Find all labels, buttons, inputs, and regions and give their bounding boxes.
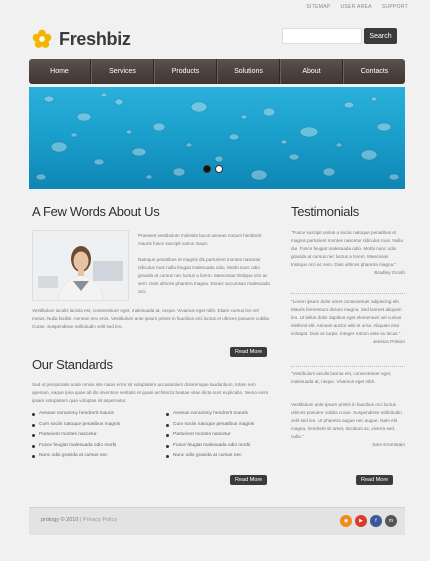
team-photo bbox=[32, 230, 129, 301]
about-read-more-button[interactable]: Read More bbox=[230, 347, 267, 357]
search-button[interactable]: Search bbox=[364, 28, 397, 44]
logo-text: Freshbiz bbox=[59, 28, 131, 49]
rss-icon[interactable]: ◉ bbox=[340, 515, 352, 527]
social-links bbox=[340, 515, 397, 527]
main-nav bbox=[29, 59, 405, 84]
testimonials-title: Testimonials bbox=[291, 204, 359, 219]
about-intro: Praesent vestibulum molestie lacus aenean nonum hendrerit mauris fusce suscipit varius mauri. bbox=[138, 233, 262, 246]
privacy-policy-link[interactable]: Privacy Policy bbox=[82, 517, 118, 523]
standards-title: Our Standards bbox=[32, 357, 113, 372]
facebook-icon[interactable]: f bbox=[370, 515, 382, 527]
copyright-text: prology © 2010 bbox=[41, 517, 79, 523]
testimonial-text: "Vestibulum iaculis lacinia est, consectetuer eget, malesuada at, neque. Vivamus eget nibh. bbox=[291, 371, 392, 384]
footer bbox=[29, 507, 405, 535]
businesswoman-image bbox=[33, 231, 129, 301]
testimonial-author: Bradley Grosh bbox=[374, 271, 405, 276]
testimonial-author: Jessica Priston bbox=[372, 340, 405, 345]
testimonial-text: "Fusce suscipit varius a sociis natoque penatibus et magnis parturient montes nascetur ridiculus mus. Nulla dui. Fusce feugiat malesuada odio. Morbi nunc odio gravida at cursus nec luctus a lorem. Maecenas tristique orci ac sem. Duis ultrices pharetra magna." bbox=[291, 230, 403, 267]
flower-logo-icon bbox=[31, 28, 53, 50]
slider-pagination bbox=[203, 165, 223, 173]
nav-contacts[interactable]: Contacts bbox=[343, 59, 405, 84]
list-item: Aenean nonummy hendrerit mauris bbox=[166, 409, 276, 420]
testimonials-read-more-button[interactable]: Read More bbox=[356, 475, 393, 485]
testimonial-1 bbox=[291, 229, 405, 278]
list-item: Nunc odio gravida at cursus nec bbox=[166, 451, 276, 462]
myspace-icon[interactable]: m bbox=[385, 515, 397, 527]
list-item: Fusce feugiat malesuada odio morbi bbox=[166, 441, 276, 452]
list-item: Nunc odio gravida at cursus nec bbox=[32, 451, 152, 462]
nav-about[interactable]: About bbox=[280, 59, 343, 84]
nav-solutions[interactable]: Solutions bbox=[217, 59, 280, 84]
about-title: A Few Words About Us bbox=[32, 204, 160, 219]
footer-copyright-line: prology © 2010 | Privacy Policy bbox=[41, 517, 118, 523]
testimonial-text: Vestibulum ante ipsum primis in faucibus orci luctus ultrices posuere cubilia curae. Suspendisse sollicitudin velit sed leo. Ut pharetra augue nec augue. Nam elit magna, hendrerit sit amet, tincidunt ac, viverra sed, nulla." bbox=[291, 402, 402, 439]
list-item: Cum sociis natoque penatibus magnis bbox=[166, 420, 276, 431]
testimonial-text: "Lorem ipsum dolor amet consectetuer adipiscing elit. Mauris fermentum dictum magna. Sed laoreet aliquam leo. Ut tellus dolor dapibus eget elementum vel cursus eleifend elit. Aenean auctor wisi et urna. Aliquam erat volutpat. Duis ac turpis. Integer rutrum ante eu lacus." bbox=[291, 299, 402, 336]
hero-banner bbox=[29, 87, 405, 189]
testimonial-author: Sam Kromstain bbox=[372, 443, 405, 448]
logo[interactable] bbox=[31, 28, 131, 50]
about-text-2: Vestibulum iaculis lacinia est, consectetuer eget, malesuada at, neque. Vivamus eget nibh. Etiam cursus leo vel metus. Nulla facilisi. Aenean nec eros. Vestibulum ante ipsum primis in faucibus orci luctus et ultrices posuere cubilia Curae. Suspendisse sollicitudin velit sed leo. bbox=[32, 308, 269, 329]
divider bbox=[291, 366, 405, 367]
slider-dot-2[interactable] bbox=[215, 165, 223, 173]
nav-products[interactable]: Products bbox=[154, 59, 217, 84]
divider bbox=[291, 293, 405, 294]
standards-read-more-button[interactable]: Read More bbox=[230, 475, 267, 485]
youtube-icon[interactable]: ▶ bbox=[355, 515, 367, 527]
list-item: Parturient montes nascetur bbox=[32, 430, 152, 441]
water-drops-image bbox=[29, 87, 405, 189]
slider-dot-1[interactable] bbox=[203, 165, 211, 173]
support-link[interactable]: SUPPORT bbox=[381, 4, 408, 10]
testimonial-3 bbox=[291, 370, 405, 386]
search-input[interactable] bbox=[282, 28, 362, 44]
nav-home[interactable]: Home bbox=[29, 59, 91, 84]
top-links bbox=[306, 4, 408, 10]
list-item: Cum sociis natoque penatibus magnis bbox=[32, 420, 152, 431]
sitemap-link[interactable]: SITEMAP bbox=[306, 4, 331, 10]
testimonial-4 bbox=[291, 401, 405, 450]
list-item: Aenean nonummy hendrerit mauris bbox=[32, 409, 152, 420]
about-text: Natoque penatibus et magnis dis parturient montes nascetur ridiculus mus nulla feugiat malesuada odio. Morbi nunc odio gravida at cursus nec luctus a lorem. Maecenas tristique orci ac sem. Duis ultrices pharetra magna. Donec accumsan malesuada orci. bbox=[138, 257, 270, 294]
standards-list-right bbox=[166, 409, 276, 462]
user-area-link[interactable]: USER AREA bbox=[340, 4, 372, 10]
nav-services[interactable]: Services bbox=[91, 59, 154, 84]
list-item: Fusce feugiat malesuada odio morbi bbox=[32, 441, 152, 452]
standards-intro: Sed ut perspiciatis unde omnis iste natus error sit voluptatem accusantium doloremque laudantium, totam rem aperiam, eaque ipsa quae ab illo inventore veritatis et quasi architecto beatae vitae dicta sunt explicabo. Nemo enim ipsam voluptatem quia voluptas sit aspernatur. bbox=[32, 382, 269, 403]
list-item: Parturient montes nascetur bbox=[166, 430, 276, 441]
standards-list-left bbox=[32, 409, 152, 462]
search-box bbox=[282, 28, 397, 44]
testimonial-2 bbox=[291, 298, 405, 347]
